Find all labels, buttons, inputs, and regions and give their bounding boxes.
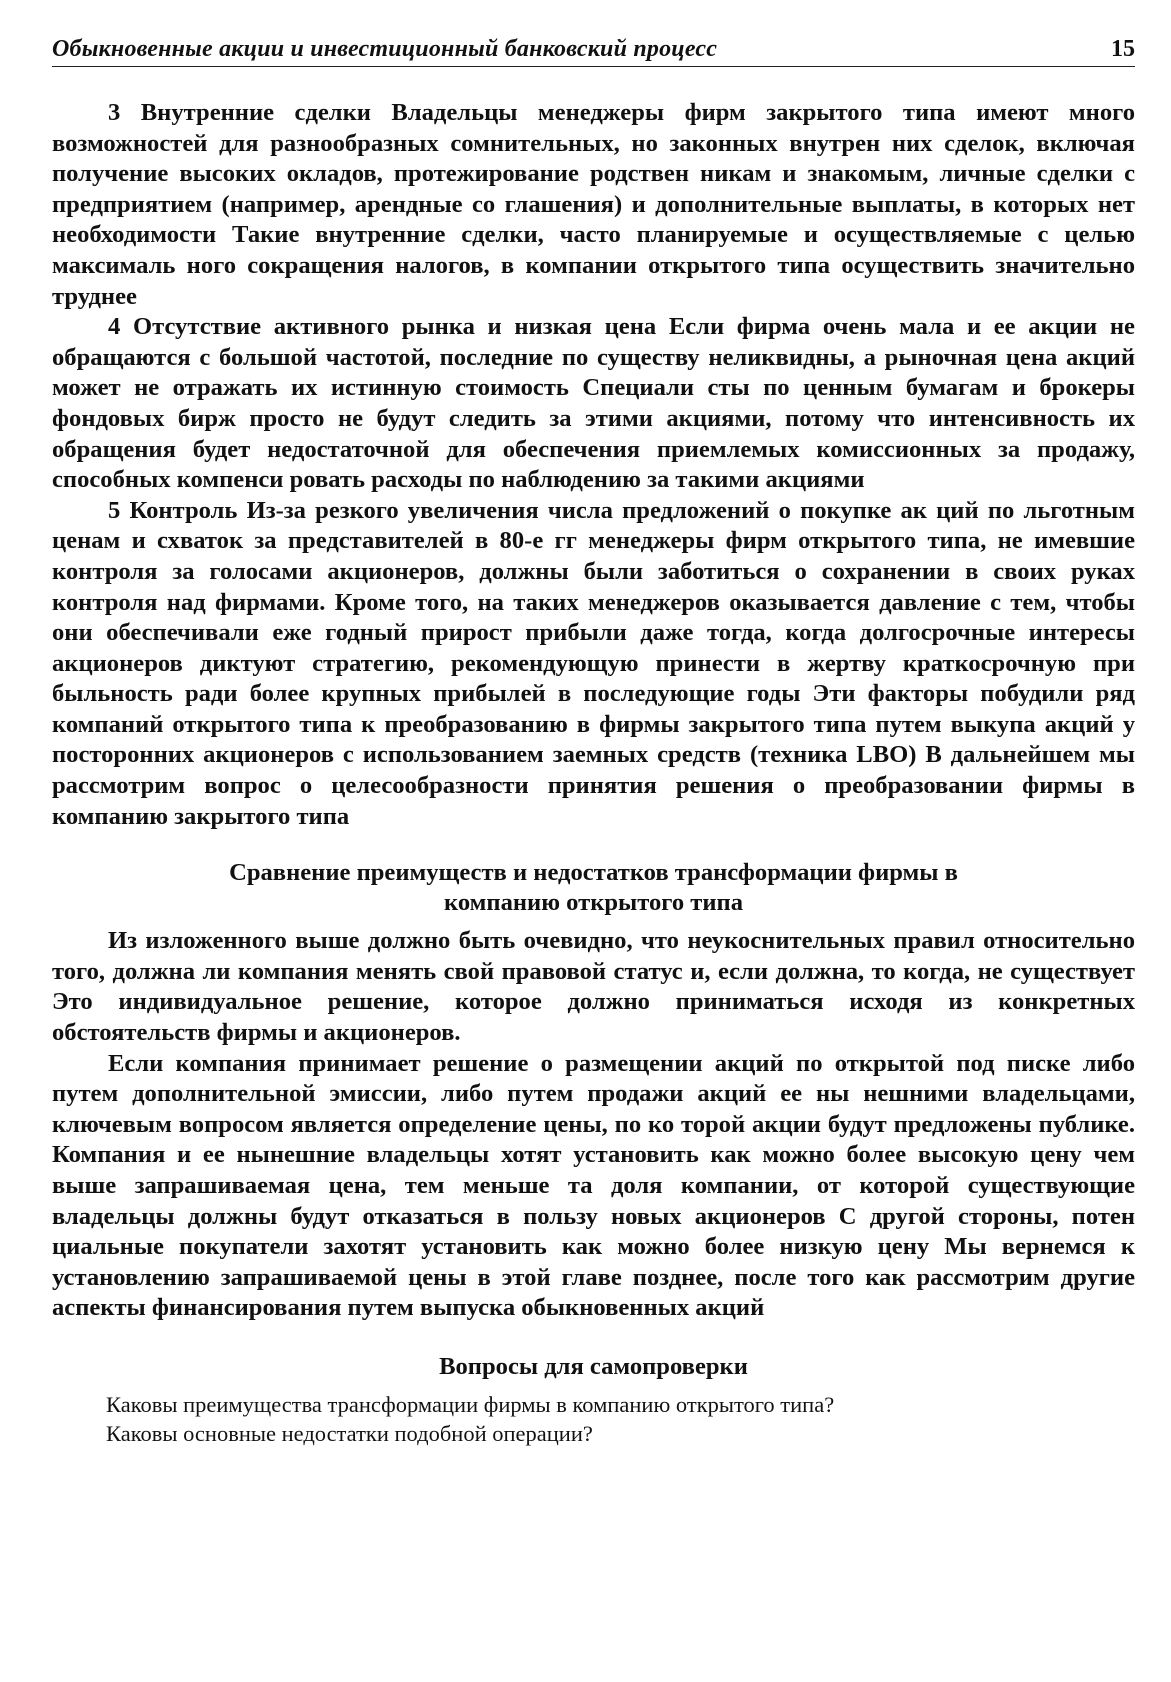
review-question-2: Каковы основные недостатки подобной операции? (106, 1420, 593, 1446)
paragraph-item-5 (52, 496, 1135, 833)
item-lead: Контроль (129, 496, 238, 524)
item-number: 3 (108, 99, 121, 126)
item-number: 4 (108, 313, 121, 341)
item-lead: Внутренние сделки (140, 99, 371, 126)
section-heading (52, 858, 1135, 918)
section-paragraph-1: Из изложенного выше должно быть очевидно, что неукоснительных правил относительно того, должна ли компания менять свой правовой статус и, если должна, то когда, не существует Это индивидуальное решение, которое должно приниматься исходя из конкретных обстоятельств фирмы и акционеров. (52, 927, 1135, 1047)
item-text: Если фирма очень мала и ее акции не обращаются с большой частотой, последние по существу неликвидны, а рыночная цена акций может не отражать их истинную стоимость Специали сты по ценным бумагам и брокеры фондовых бирж просто не будут следить за этими акциями, потому что интенсивность их обращения будет недостаточной для обеспечения приемлемых комиссионных за продажу, способных компенси ровать расходы по наблюдению за такими акциями (52, 313, 1135, 494)
section-heading-line-2: компанию открытого типа (443, 889, 744, 917)
running-title: Обыкновенные акции и инвестиционный банковский процесс (52, 36, 718, 62)
running-header (52, 32, 1135, 67)
paragraph-item-3 (52, 98, 1135, 312)
review-questions (52, 1390, 1135, 1448)
page-body (52, 98, 1135, 1448)
item-lead: Отсутствие активного рынка и низкая цена (132, 313, 657, 341)
page-number: 15 (1111, 36, 1135, 62)
section-heading-line-1: Сравнение преимуществ и недостатков трансформации фирмы в (229, 859, 958, 887)
section-paragraph-2: Если компания принимает решение о размещении акций по открытой под писке либо путем дополнительной эмиссии, либо путем продажи акций ее ны нешними владельцами, ключевым вопросом является определение цены, по ко торой акции будут предложены публике. Компания и ее нынешние владельцы хотят установить как можно более высокую цену чем выше запрашиваемая цена, тем меньше та доля компании, от которой существующие владельцы должны будут отказаться в пользу новых акционеров С другой стороны, потен циальные покупатели захотят установить как можно более низкую цену Мы вернемся к установлению запрашиваемой цены в этой главе позднее, после того как рассмотрим другие аспекты финансирования путем выпуска обыкновенных акций (52, 1049, 1135, 1322)
paragraph-item-4 (52, 312, 1135, 496)
item-text: Владельцы менеджеры фирм закрытого типа имеют много возможностей для разнообразных сомнительных, но законных внутрен них сделок, включая получение высоких окладов, протежирование родствен никам и знакомым, личные сделки с предприятием (например, арендные со глашения) и дополнительные выплаты, в которых нет необходимости Такие внутренние сделки, часто планируемые и осуществляемые с целью максималь ного сокращения налогов, в компании открытого типа осуществить значительно труднее (52, 99, 1136, 310)
item-text: Из-за резкого увеличения числа предложений о покупке ак ций по льготным ценам и схваток за представителей в 80-е гг менеджеры фирм открытого типа, не имевшие контроля за голосами акционеров, должны были заботиться о сохранении в своих руках контроля над фирмами. Кроме того, на таких менеджеров оказывается давление с тем, чтобы они обеспечивали еже годный прирост прибыли даже тогда, когда долгосрочные интересы акционеров диктуют стратегию, рекомендующую принести в жертву краткосрочную при быльность ради более крупных прибылей в последующие годы Эти факторы побудили ряд компаний открытого типа к преобразованию в фирмы закрытого типа путем выкупа акций у посторонних акционеров с использованием заемных средств (техника LBO) В дальнейшем мы рассмотрим вопрос о целесообразности принятия решения о преобразовании фирмы в компанию закрытого типа (52, 496, 1135, 830)
review-question-1: Каковы преимущества трансформации фирмы в компанию открытого типа? (106, 1391, 835, 1417)
item-number: 5 (108, 496, 121, 524)
review-heading: Вопросы для самопроверки (439, 1352, 748, 1380)
